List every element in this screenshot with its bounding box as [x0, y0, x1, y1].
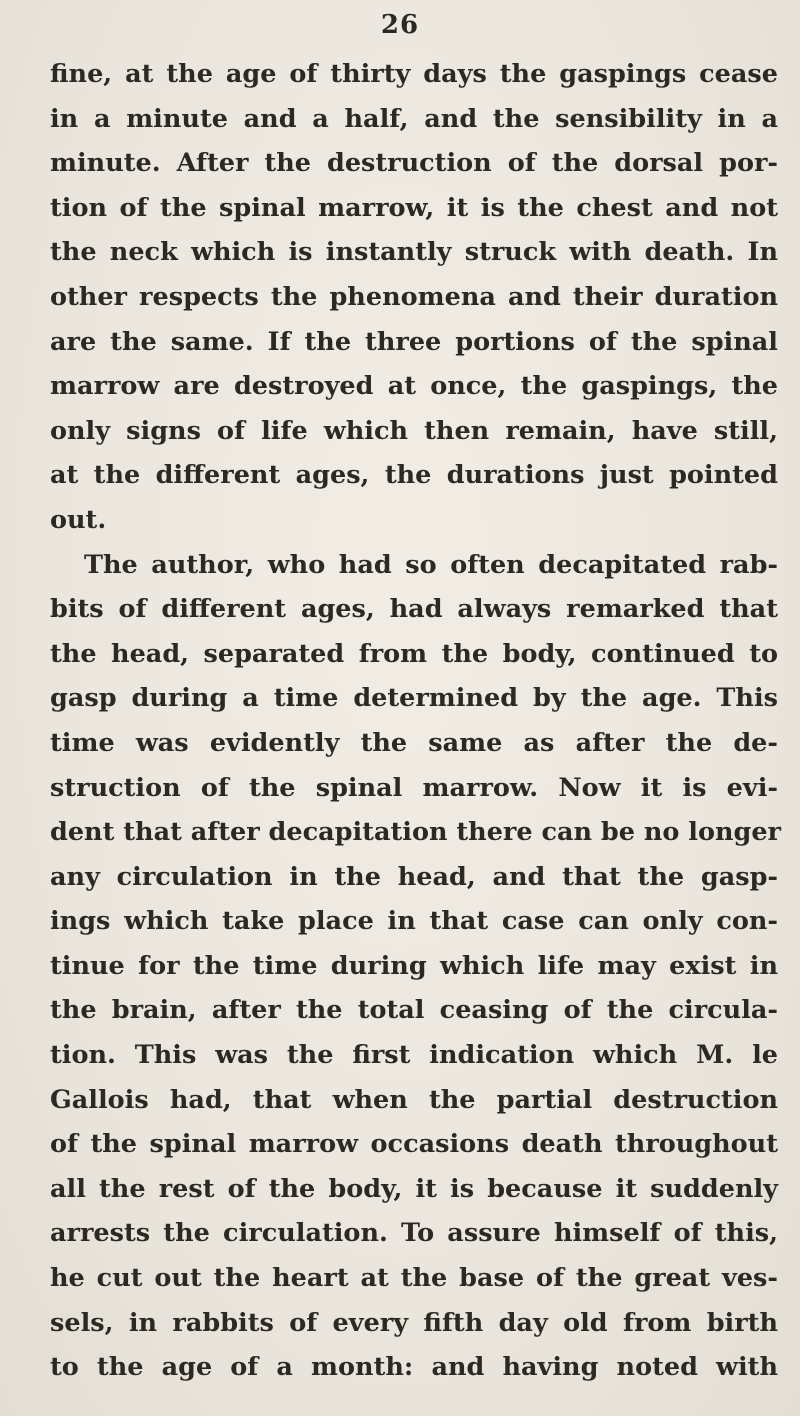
paragraph-start-line: The author, who had so often decapitated rab-: [84, 549, 778, 580]
text-line: tinue for the time during which life may exist in: [50, 950, 778, 981]
text-line: tion of the spinal marrow, it is the chest and not: [50, 192, 778, 223]
text-line: in a minute and a half, and the sensibility in a: [50, 103, 778, 134]
text-line: to the age of a month: and having noted with: [50, 1352, 778, 1383]
text-line: marrow are destroyed at once, the gaspings, the: [50, 371, 778, 402]
text-line: tion. This was the first indication which M. le: [50, 1040, 778, 1071]
text-line: other respects the phenomena and their duration: [50, 281, 778, 312]
text-line: Gallois had, that when the partial destruction: [50, 1084, 778, 1115]
text-line: only signs of life which then remain, have still,: [50, 415, 778, 446]
body-text: [50, 52, 781, 1390]
text-line: arrests the circulation. To assure himself of this,: [50, 1218, 778, 1249]
text-line: dent that after decapitation there can be no longer: [50, 817, 781, 848]
text-line: struction of the spinal marrow. Now it is evi-: [50, 772, 778, 803]
text-line: the neck which is instantly struck with death. In: [50, 237, 778, 268]
text-line: are the same. If the three portions of the spinal: [50, 326, 778, 357]
text-line: ings which take place in that case can only con-: [50, 906, 778, 937]
text-line: out.: [50, 504, 107, 535]
text-line: bits of different ages, had always remarked that: [50, 594, 778, 625]
text-line: of the spinal marrow occasions death throughout: [50, 1129, 778, 1160]
text-line: at the different ages, the durations just pointed: [50, 460, 778, 491]
text-line: fine, at the age of thirty days the gaspings cease: [50, 59, 778, 89]
page-number: 26: [380, 10, 420, 40]
text-line: sels, in rabbits of every fifth day old from birth: [50, 1307, 778, 1338]
text-line: any circulation in the head, and that the gasp-: [50, 861, 778, 892]
text-line: the brain, after the total ceasing of the circula-: [50, 995, 778, 1026]
text-line: the head, separated from the body, continued to: [50, 638, 778, 669]
text-line: all the rest of the body, it is because it suddenly: [50, 1173, 778, 1204]
text-line: time was evidently the same as after the de-: [50, 727, 778, 758]
text-line: he cut out the heart at the base of the great ves-: [50, 1263, 778, 1294]
text-line: minute. After the destruction of the dorsal por-: [50, 148, 778, 179]
text-line: gasp during a time determined by the age. This: [50, 683, 778, 714]
